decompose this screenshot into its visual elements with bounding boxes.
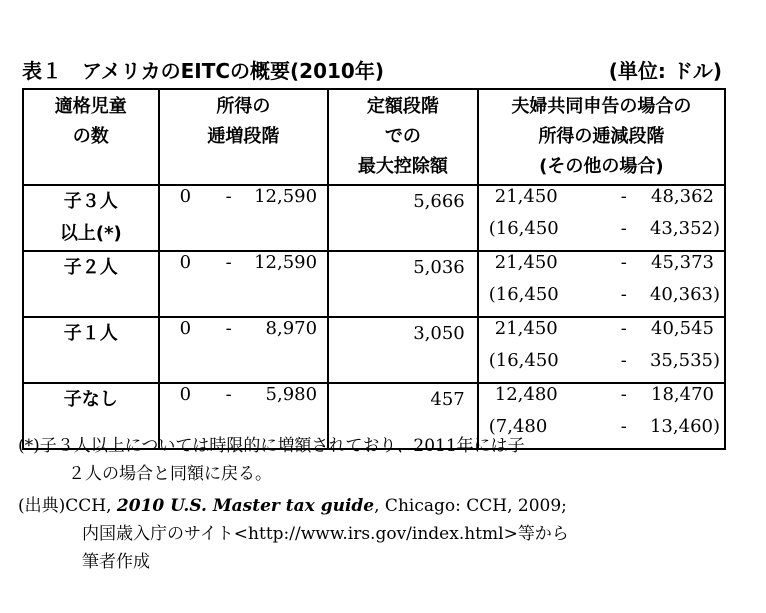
max-credit-value: 5,666 bbox=[413, 191, 465, 212]
max-credit-value: 457 bbox=[430, 389, 465, 410]
category-cell bbox=[23, 185, 159, 251]
max-credit-cell bbox=[328, 317, 478, 383]
asterisk-note-line1: (*)子３人以上については時限的に増額されており、2011年には子 bbox=[18, 436, 525, 456]
asterisk-note-line2: ２人の場合と同額に戻る。 bbox=[68, 464, 272, 484]
table-row bbox=[23, 185, 725, 251]
header-phase-out-line2: 所得の逓減段階 bbox=[538, 126, 665, 147]
phase-in-from: 0 bbox=[179, 186, 192, 207]
header-phase-in-line1: 所得の bbox=[216, 96, 271, 117]
category-cell bbox=[23, 251, 159, 317]
range-dash: - bbox=[225, 186, 232, 207]
joint-from: 21,450 bbox=[494, 252, 558, 273]
source-line3: 筆者作成 bbox=[82, 552, 150, 572]
header-phase-in-line2: 逓増段階 bbox=[207, 126, 280, 147]
joint-to: 18,470 bbox=[651, 384, 714, 405]
header-children-line1: 適格児童 bbox=[54, 96, 127, 117]
range-dash: - bbox=[620, 384, 627, 405]
joint-to: 45,373 bbox=[651, 252, 714, 273]
table-row bbox=[23, 317, 725, 383]
phase-in-from: 0 bbox=[179, 252, 192, 273]
category-label: 以上(*) bbox=[59, 223, 122, 244]
phase-in-to: 8,970 bbox=[265, 318, 318, 339]
source-rest: , Chicago: CCH, 2009; bbox=[374, 496, 567, 516]
other-to: 13,460) bbox=[649, 416, 720, 437]
eitc-table bbox=[22, 88, 726, 450]
header-children bbox=[23, 89, 159, 185]
phase-in-from: 0 bbox=[179, 318, 192, 339]
header-children-line2: の数 bbox=[72, 126, 109, 147]
range-dash: - bbox=[225, 384, 232, 405]
header-phase-out-line1: 夫婦共同申告の場合の bbox=[511, 96, 692, 117]
header-max-credit bbox=[328, 89, 478, 185]
joint-to: 48,362 bbox=[651, 186, 714, 207]
header-phase-in bbox=[159, 89, 328, 185]
unit-label: (単位: ドル) bbox=[608, 59, 722, 83]
other-from: (7,480 bbox=[488, 416, 548, 437]
other-from: (16,450 bbox=[488, 284, 559, 305]
range-dash: - bbox=[225, 318, 232, 339]
range-dash: - bbox=[620, 218, 627, 239]
range-dash: - bbox=[620, 284, 627, 305]
header-max-credit-line3: 最大控除額 bbox=[357, 156, 448, 177]
category-label: 子なし bbox=[63, 389, 118, 410]
header-phase-out bbox=[478, 89, 725, 185]
other-from: (16,450 bbox=[488, 350, 559, 371]
max-credit-cell bbox=[328, 185, 478, 251]
category-cell bbox=[23, 317, 159, 383]
phase-out-cell bbox=[478, 251, 725, 317]
phase-in-cell bbox=[159, 251, 328, 317]
category-label: 子２人 bbox=[63, 257, 118, 278]
phase-in-to: 5,980 bbox=[265, 384, 318, 405]
phase-in-from: 0 bbox=[179, 384, 192, 405]
source-line2: 内国歳入庁のサイト<http://www.irs.gov/index.html>等から bbox=[82, 524, 569, 544]
max-credit-value: 3,050 bbox=[413, 323, 465, 344]
range-dash: - bbox=[620, 186, 627, 207]
header-max-credit-line1: 定額段階 bbox=[366, 96, 439, 117]
asterisk-note bbox=[18, 432, 525, 488]
range-dash: - bbox=[620, 252, 627, 273]
header-max-credit-line2: での bbox=[384, 126, 421, 147]
phase-in-cell bbox=[159, 185, 328, 251]
phase-in-to: 12,590 bbox=[254, 252, 318, 273]
other-to: 40,363) bbox=[649, 284, 720, 305]
max-credit-cell bbox=[328, 251, 478, 317]
range-dash: - bbox=[620, 350, 627, 371]
range-dash: - bbox=[225, 252, 232, 273]
category-label: 子１人 bbox=[63, 323, 118, 344]
max-credit-value: 5,036 bbox=[413, 257, 465, 278]
header-phase-out-line3: (その他の場合) bbox=[539, 156, 664, 177]
table-caption bbox=[22, 57, 722, 85]
joint-to: 40,545 bbox=[651, 318, 714, 339]
source-prefix: (出典)CCH, bbox=[18, 496, 117, 516]
phase-in-to: 12,590 bbox=[254, 186, 318, 207]
other-to: 43,352) bbox=[649, 218, 720, 239]
joint-from: 12,480 bbox=[494, 384, 558, 405]
table-title: 表１ アメリカのEITCの概要(2010年) bbox=[22, 59, 384, 83]
source-note bbox=[18, 492, 569, 576]
range-dash: - bbox=[620, 318, 627, 339]
source-title: 2010 U.S. Master tax guide bbox=[116, 496, 375, 516]
range-dash: - bbox=[620, 416, 627, 437]
other-from: (16,450 bbox=[488, 218, 559, 239]
joint-from: 21,450 bbox=[494, 318, 558, 339]
phase-out-cell bbox=[478, 185, 725, 251]
table-row bbox=[23, 251, 725, 317]
category-label: 子３人 bbox=[63, 191, 118, 212]
other-to: 35,535) bbox=[649, 350, 720, 371]
phase-out-cell bbox=[478, 317, 725, 383]
phase-in-cell bbox=[159, 317, 328, 383]
header-row bbox=[23, 89, 725, 185]
joint-from: 21,450 bbox=[494, 186, 558, 207]
